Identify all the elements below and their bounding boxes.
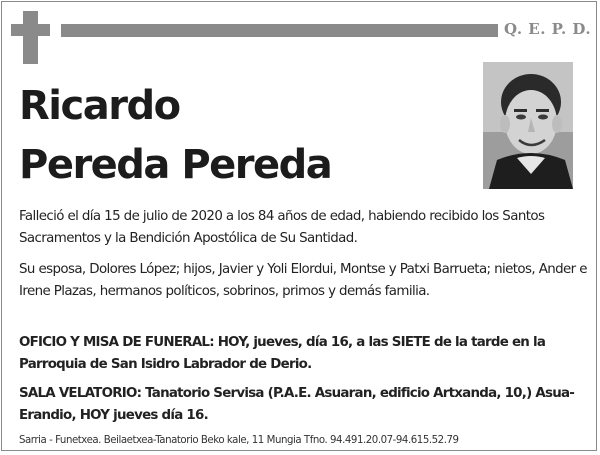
- death-notice-paragraph: Falleció el día 15 de julio de 2020 a los 84 años de edad, habiendo recibido los Santos Sacramentos y la Bendición Apostólica de Su Santidad.: [19, 209, 545, 246]
- wake-paragraph: SALA VELATORIO: Tanatorio Servisa (P.A.E. Asuaran, edificio Artxanda, 10,) Asua-Erandio, HOY jueves día 16.: [19, 386, 575, 423]
- cross-icon: [23, 11, 38, 64]
- family-paragraph: Su esposa, Dolores López; hijos, Javier y Yoli Elordui, Montse y Patxi Barrueta; nietos, Ander e Irene Plazas, hermanos políticos, sobrinos, primos y demás familia.: [19, 262, 587, 299]
- deceased-first-name: Ricardo: [19, 83, 180, 129]
- funeral-home-footer: Sarria - Funetxea. Beilaetxea-Tanatorio Beko kale, 11 Mungia Tfno. 94.491.20.07-94.615.52.79: [19, 435, 459, 446]
- funeral-paragraph: OFICIO Y MISA DE FUNERAL: HOY, jueves, día 16, a las SIETE de la tarde en la Parroquia de San Isidro Labrador de Derio.: [19, 335, 546, 372]
- deceased-surnames: Pereda Pereda: [19, 142, 332, 188]
- header-bar: [61, 24, 498, 37]
- cross-icon-bar: [11, 24, 50, 36]
- qepd-label: Q. E. P. D.: [504, 20, 592, 38]
- portrait-photo-drawing: [483, 62, 573, 189]
- portrait-photo: [483, 62, 573, 189]
- obituary-card: [1, 1, 597, 451]
